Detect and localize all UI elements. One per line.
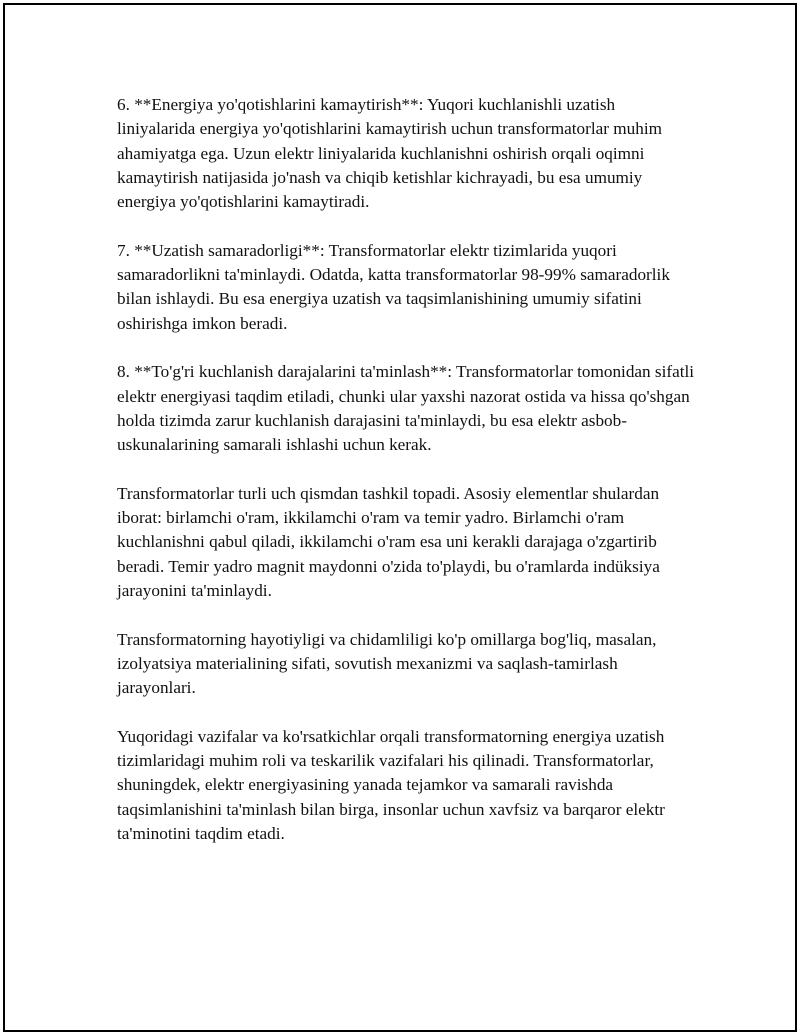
paragraph-voltage-levels: 8. **To'g'ri kuchlanish darajalarini ta'minlash**: Transformatorlar tomonidan sifatli elektr energiyasi taqdim etiladi, chunki ular yaxshi nazorat ostida va hissa qo'shgan holda tizimda zarur kuchlanish darajasini ta'minlaydi, bu esa elektr asbob-uskunalarining samarali ishlashi uchun kerak.	[117, 362, 695, 455]
paragraph-conclusion: Yuqoridagi vazifalar va ko'rsatkichlar orqali transformatorning energiya uzatish tizimlaridagi muhim roli va teskarilik vazifalari his qilinadi. Transformatorlar, shuningdek, elektr energiyasining yanada tejamkor va samarali ravishda taqsimlanishini ta'minlash bilan birga, insonlar uchun xavfsiz va barqaror elektr ta'minotini taqdim etadi.	[117, 726, 665, 843]
document-body	[117, 93, 697, 871]
paragraph-durability: Transformatorning hayotiyligi va chidamliligi ko'p omillarga bog'liq, masalan, izolyatsiya materialining sifati, sovutish mexanizmi va saqlash-tamirlash jarayonlari.	[117, 629, 657, 698]
paragraph-transformer-parts: Transformatorlar turli uch qismdan tashkil topadi. Asosiy elementlar shulardan iborat: birlamchi o'ram, ikkilamchi o'ram va temir yadro. Birlamchi o'ram kuchlanishni qabul qiladi, ikkilamchi o'ram esa uni kerakli darajaga o'zgartirib beradi. Temir yadro magnit maydonni o'zida to'playdi, bu o'ramlarda indüksiya jarayonini ta'minlaydi.	[117, 483, 660, 600]
paragraph-energy-losses: 6. **Energiya yo'qotishlarini kamaytirish**: Yuqori kuchlanishli uzatish liniyalarida energiya yo'qotishlarini kamaytirish uchun transformatorlar muhim ahamiyatga ega. Uzun elektr liniyalarida kuchlanishni oshirish orqali oqimni kamaytirish natijasida jo'nash va chiqib ketishlar kichrayadi, bu esa umumiy energiya yo'qotishlarini kamaytiradi.	[117, 95, 662, 212]
paragraph-transmission-efficiency: 7. **Uzatish samaradorligi**: Transformatorlar elektr tizimlarida yuqori samaradorlikni ta'minlaydi. Odatda, katta transformatorlar 98-99% samaradorlik bilan ishlaydi. Bu esa energiya uzatish va taqsimlanishining umumiy sifatini oshirishga imkon beradi.	[117, 240, 670, 333]
